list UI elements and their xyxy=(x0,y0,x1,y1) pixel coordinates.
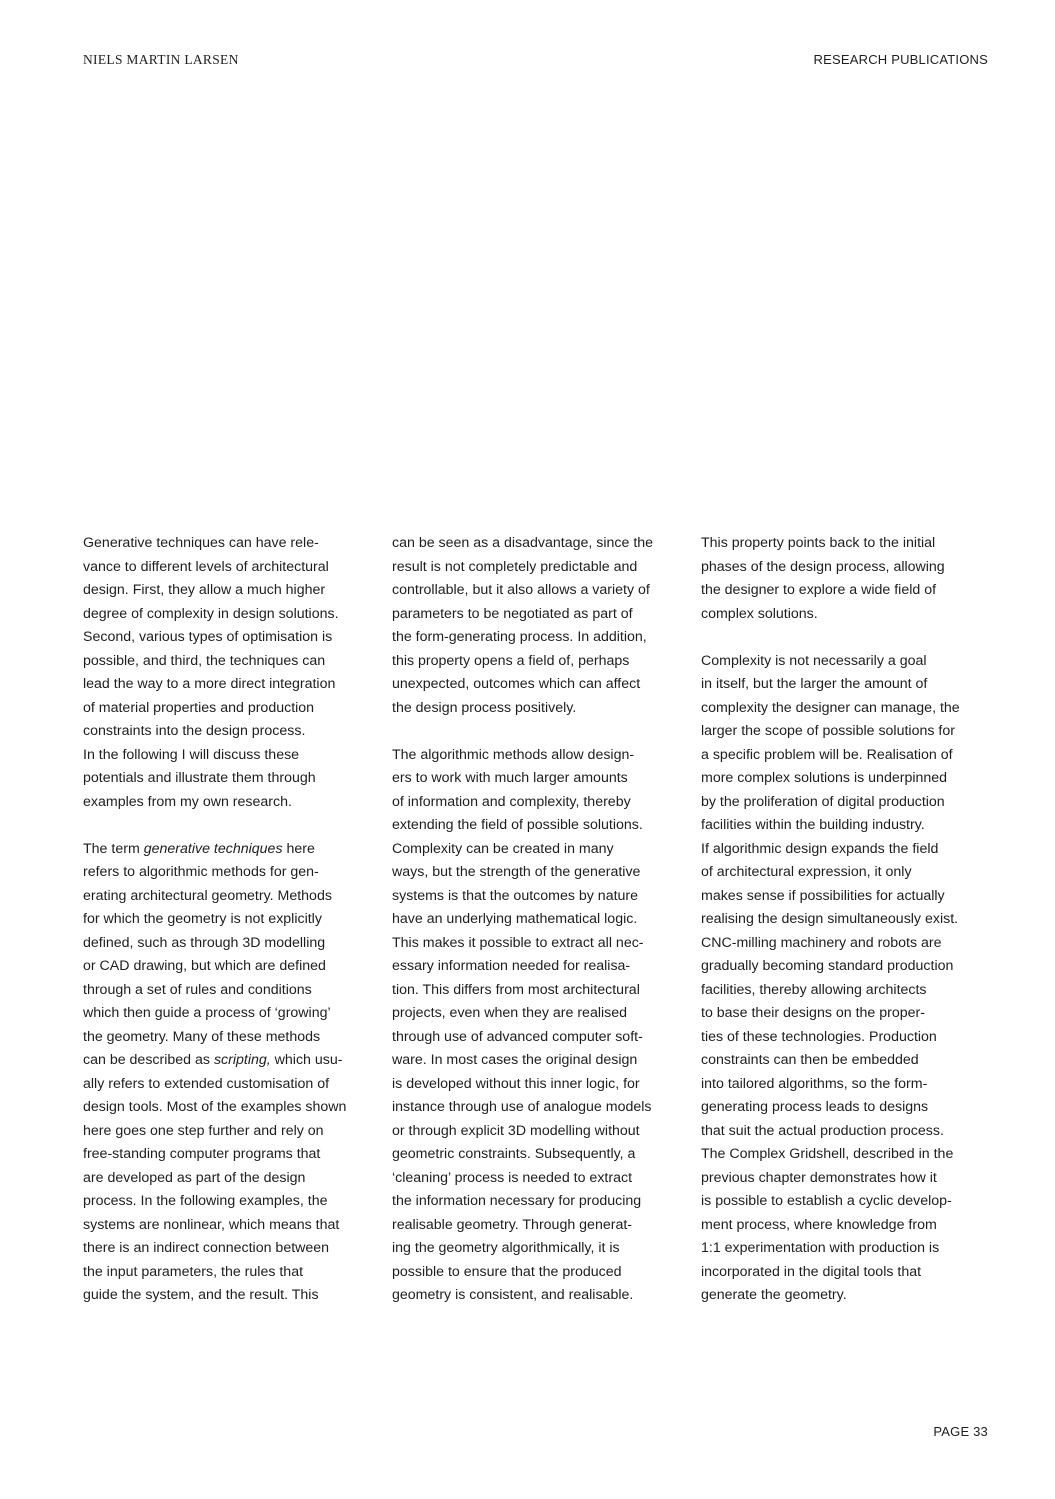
text-line: of architectural expression, it only xyxy=(701,864,912,880)
text-line: guide the system, and the result. This xyxy=(83,1287,319,1303)
text-column-3 xyxy=(701,532,993,1308)
text-line: the information necessary for producing xyxy=(392,1193,642,1209)
text-line: process. In the following examples, the xyxy=(83,1193,328,1209)
text-line: the form-generating process. In addition, xyxy=(392,629,647,645)
text-line: generating process leads to designs xyxy=(701,1099,929,1115)
text-line: by the proliferation of digital production xyxy=(701,793,945,810)
text-line: systems are nonlinear, which means that xyxy=(83,1216,340,1233)
text-line: is possible to establish a cyclic develop- xyxy=(701,1193,952,1209)
text-line: lead the way to a more direct integration xyxy=(83,676,336,692)
text-line: here goes one step further and rely on xyxy=(83,1122,324,1139)
text-line: result is not completely predictable and xyxy=(392,558,638,575)
text-line: the designer to explore a wide field of xyxy=(701,582,937,598)
text-line: the design process positively. xyxy=(392,699,577,716)
text-run: The term xyxy=(83,840,144,857)
text-line: through a set of rules and conditions xyxy=(83,981,312,998)
text-line: defined, such as through 3D modelling xyxy=(83,934,326,951)
text-line: tion. This differs from most architectural xyxy=(392,981,640,998)
text-run: which usu- xyxy=(270,1052,343,1068)
text-line: generate the geometry. xyxy=(701,1287,847,1303)
paragraph-break xyxy=(701,626,993,650)
text-line: phases of the design process, allowing xyxy=(701,558,945,575)
text-line: facilities within the building industry. xyxy=(701,817,925,833)
text-line: of material properties and production xyxy=(83,699,315,716)
text-line: vance to different levels of architectural xyxy=(83,558,329,575)
text-line: Complexity can be created in many xyxy=(392,840,614,857)
italic-term: scripting, xyxy=(213,1052,271,1068)
text-line: unexpected, outcomes which can affect xyxy=(392,676,641,692)
text-line: of information and complexity, thereby xyxy=(392,793,631,810)
text-line: essary information needed for realisa- xyxy=(392,958,631,974)
text-line: gradually becoming standard production xyxy=(701,958,954,974)
text-line: possible, and third, the techniques can xyxy=(83,652,326,669)
text-line: in itself, but the larger the amount of xyxy=(701,676,928,692)
text-line: geometry is consistent, and realisable. xyxy=(392,1287,634,1303)
text-line: design tools. Most of the examples shown xyxy=(83,1099,347,1115)
text-line: extending the field of possible solutions. xyxy=(392,817,643,833)
text-line: projects, even when they are realised xyxy=(392,1005,628,1021)
text-line: CNC-milling machinery and robots are xyxy=(701,934,942,951)
text-line: ways, but the strength of the generative xyxy=(392,864,641,880)
text-line: refers to algorithmic methods for gen- xyxy=(83,864,319,880)
text-line: Generative techniques can have rele- xyxy=(83,535,319,551)
text-line: a specific problem will be. Realisation of xyxy=(701,746,953,763)
text-line: geometric constraints. Subsequently, a xyxy=(392,1146,636,1162)
text-line: for which the geometry is not explicitly xyxy=(83,911,322,927)
text-line: Second, various types of optimisation is xyxy=(83,629,333,645)
text-line: complex solutions. xyxy=(701,605,818,622)
text-line: into tailored algorithms, so the form- xyxy=(701,1075,928,1092)
text-line: design. First, they allow a much higher xyxy=(83,582,326,598)
text-line: ment process, where knowledge from xyxy=(701,1216,937,1233)
text-line: realisable geometry. Through generat- xyxy=(392,1216,633,1233)
text-line: constraints into the design process. xyxy=(83,723,306,739)
text-line: which then guide a process of ‘growing’ xyxy=(83,1005,331,1021)
text-line: the geometry. Many of these methods xyxy=(83,1028,321,1045)
text-line: more complex solutions is underpinned xyxy=(701,770,948,786)
text-line: The Complex Gridshell, described in the xyxy=(701,1146,954,1162)
running-head-section: RESEARCH PUBLICATIONS xyxy=(813,52,988,67)
text-line: 1:1 experimentation with production is xyxy=(701,1240,940,1256)
text-line: through use of advanced computer soft- xyxy=(392,1028,643,1045)
text-line: is developed without this inner logic, for xyxy=(392,1075,640,1092)
text-line: or CAD drawing, but which are defined xyxy=(83,958,326,974)
text-run: can be described as xyxy=(83,1052,214,1068)
text-line: systems is that the outcomes by nature xyxy=(392,887,639,904)
text-line: If algorithmic design expands the field xyxy=(701,840,939,857)
text-run: here xyxy=(282,840,315,857)
text-line: the input parameters, the rules that xyxy=(83,1263,304,1280)
text-line: larger the scope of possible solutions for xyxy=(701,723,955,739)
text-line: ally refers to extended customisation of xyxy=(83,1075,330,1092)
text-line: instance through use of analogue models xyxy=(392,1099,652,1115)
text-line: parameters to be negotiated as part of xyxy=(392,605,633,622)
text-line xyxy=(83,838,375,862)
text-line: there is an indirect connection between xyxy=(83,1240,330,1256)
text-line: previous chapter demonstrates how it xyxy=(701,1169,937,1186)
text-line: constraints can then be embedded xyxy=(701,1052,919,1068)
text-line: realising the design simultaneously exist. xyxy=(701,911,959,927)
text-line: ing the geometry algorithmically, it is xyxy=(392,1240,620,1256)
text-line: erating architectural geometry. Methods xyxy=(83,887,332,904)
text-line: free-standing computer programs that xyxy=(83,1146,321,1162)
paragraph-break xyxy=(83,814,375,838)
text-line: are developed as part of the design xyxy=(83,1169,306,1186)
text-line: degree of complexity in design solutions. xyxy=(83,605,339,622)
text-line: this property opens a field of, perhaps xyxy=(392,652,630,669)
text-column-1 xyxy=(83,532,375,1308)
text-line: This property points back to the initial xyxy=(701,535,936,551)
text-line: ties of these technologies. Production xyxy=(701,1028,937,1045)
italic-term: generative techniques xyxy=(143,840,283,857)
text-line: have an underlying mathematical logic. xyxy=(392,911,638,927)
text-line: possible to ensure that the produced xyxy=(392,1263,622,1280)
text-line: In the following I will discuss these xyxy=(83,746,300,763)
text-line: ware. In most cases the original design xyxy=(392,1052,638,1068)
text-line: The algorithmic methods allow design- xyxy=(392,746,635,763)
text-line: potentials and illustrate them through xyxy=(83,770,316,786)
text-line: facilities, thereby allowing architects xyxy=(701,981,927,998)
paragraph-break xyxy=(392,720,684,744)
text-line: to base their designs on the proper- xyxy=(701,1005,925,1021)
text-column-2 xyxy=(392,532,684,1308)
text-line xyxy=(83,1049,375,1073)
text-line: incorporated in the digital tools that xyxy=(701,1263,922,1280)
text-line: that suit the actual production process. xyxy=(701,1122,944,1139)
text-line: examples from my own research. xyxy=(83,793,292,810)
text-line: makes sense if possibilities for actually xyxy=(701,887,945,904)
text-line: ers to work with much larger amounts xyxy=(392,770,628,786)
text-line: Complexity is not necessarily a goal xyxy=(701,652,927,669)
text-line: or through explicit 3D modelling without xyxy=(392,1122,640,1139)
text-line: complexity the designer can manage, the xyxy=(701,699,960,716)
page-number: PAGE 33 xyxy=(933,1424,988,1439)
text-line: can be seen as a disadvantage, since the xyxy=(392,535,654,551)
text-line: ‘cleaning’ process is needed to extract xyxy=(392,1169,633,1186)
text-line: This makes it possible to extract all nec- xyxy=(392,934,644,951)
text-line: controllable, but it also allows a variety of xyxy=(392,582,650,598)
running-head-author: NIELS MARTIN LARSEN xyxy=(83,52,239,67)
